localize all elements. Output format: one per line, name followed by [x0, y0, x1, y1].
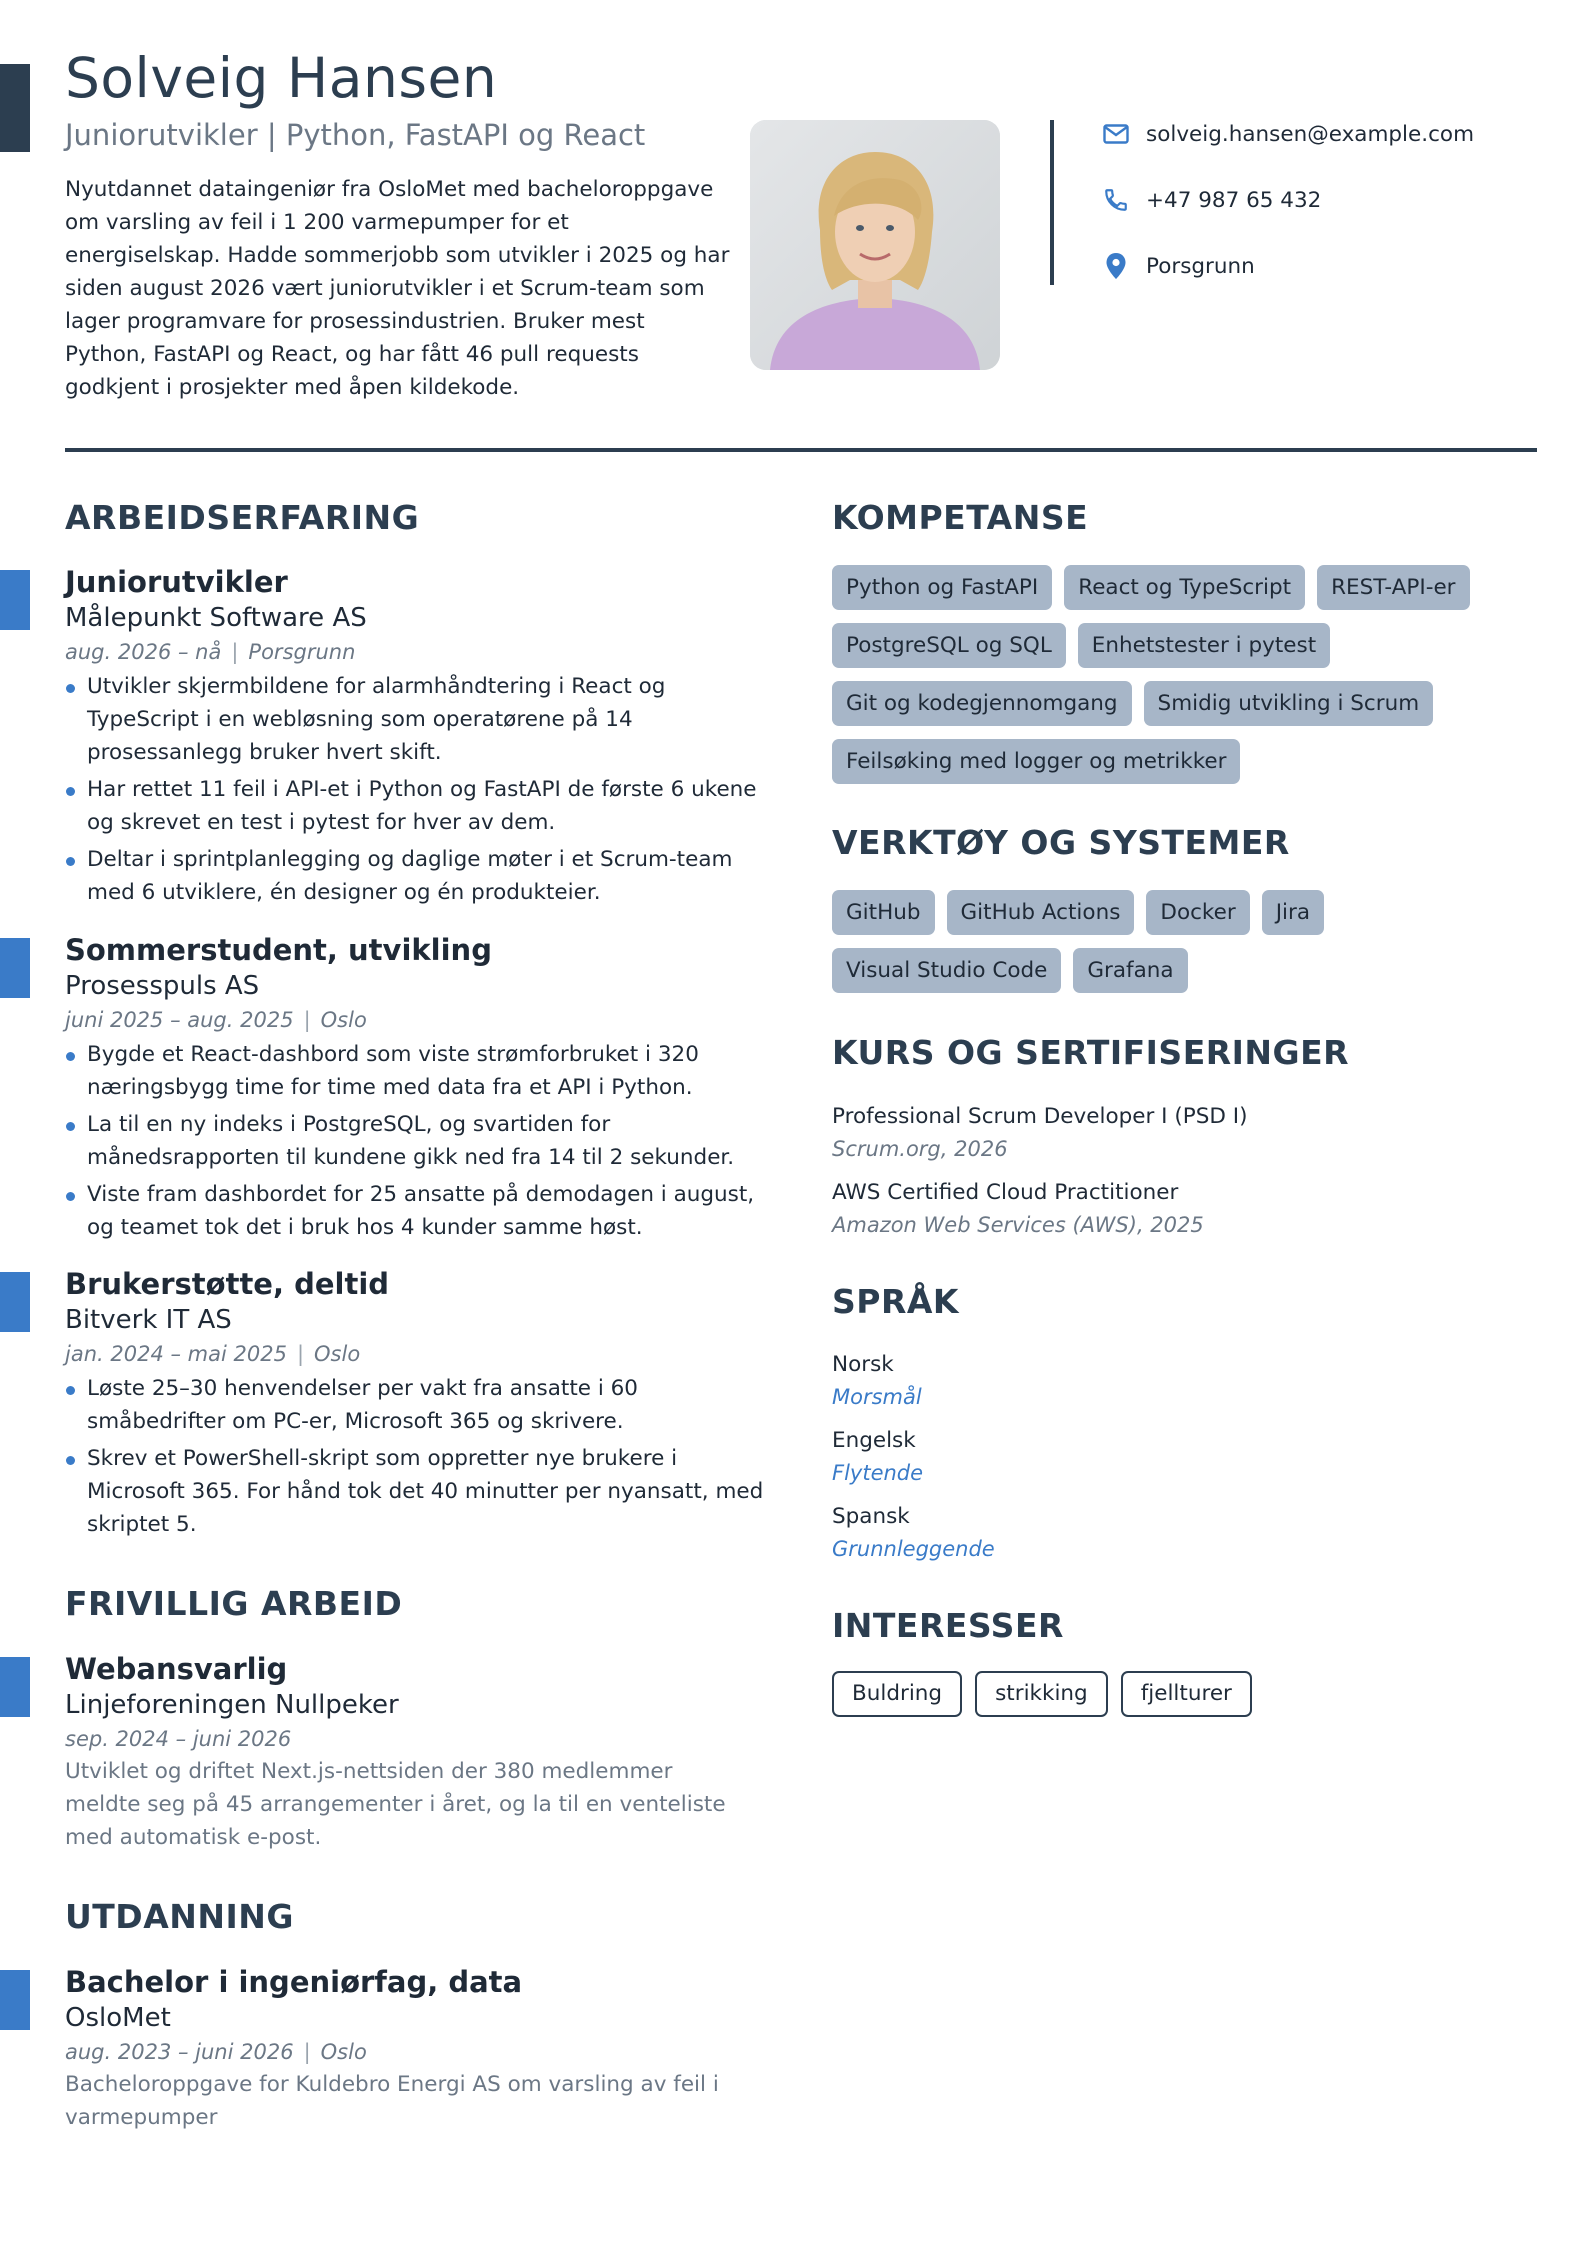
education-school: OsloMet [65, 2003, 171, 2033]
job-accent-bar [0, 570, 30, 630]
meta-separator: | [303, 2040, 311, 2064]
job-bullets [65, 1038, 765, 1244]
contact-email[interactable] [1100, 114, 1540, 154]
job-bullets [65, 670, 765, 909]
list-item: Viste fram dashbordet for 25 ansatte på demodagen i august, og teamet tok det i bruk hos 4 kunder samme høst. [65, 1178, 765, 1244]
job-meta [65, 1004, 765, 1036]
tool-chip: Jira [1262, 890, 1324, 935]
education-degree: Bachelor i ingeniørfag, data [65, 1965, 523, 1999]
tools-list [832, 890, 1552, 993]
contact-phone[interactable] [1100, 180, 1540, 220]
job-entry [65, 932, 765, 1248]
skills-list [832, 565, 1552, 784]
header-divider [65, 448, 1537, 452]
interest-chip: Buldring [832, 1671, 962, 1717]
job-bullets [65, 1372, 765, 1541]
list-item: Bygde et React-dashbord som viste strømforbruket i 320 næringsbygg time for time med data fra et API i Python. [65, 1038, 765, 1104]
interest-chip: fjellturer [1121, 1671, 1252, 1717]
education-entry [65, 1964, 765, 2134]
candidate-headline: Juniorutvikler | Python, FastAPI og React [65, 118, 646, 152]
education-meta [65, 2036, 765, 2068]
contact-divider [1050, 120, 1054, 285]
list-item: Deltar i sprintplanlegging og daglige møter i et Scrum-team med 6 utviklere, én designer og én produkteier. [65, 843, 765, 909]
skill-chip: Git og kodegjennomgang [832, 681, 1132, 726]
section-title-experience: ARBEIDSERFARING [65, 498, 420, 537]
skill-chip: Feilsøking med logger og metrikker [832, 739, 1240, 784]
certification-item [832, 1100, 1532, 1164]
job-title: Brukerstøtte, deltid [65, 1267, 390, 1301]
job-meta [65, 1338, 765, 1370]
meta-separator: | [296, 1342, 305, 1366]
certification-item [832, 1176, 1532, 1240]
language-name: Spansk [832, 1504, 910, 1529]
volunteer-role: Webansvarlig [65, 1652, 288, 1686]
language-level: Flytende [832, 1461, 924, 1485]
phone-text: +47 987 65 432 [1146, 187, 1322, 213]
language-item [832, 1348, 1332, 1412]
education-period: aug. 2023 – juni 2026 [65, 2040, 294, 2064]
certification-issuer: Amazon Web Services (AWS), 2025 [832, 1213, 1204, 1237]
job-accent-bar [0, 1657, 30, 1717]
portrait-illustration [750, 120, 1000, 370]
job-entry [65, 1266, 765, 1545]
phone-icon [1100, 184, 1132, 216]
education-location: Oslo [320, 2040, 367, 2064]
profile-photo [750, 120, 1000, 370]
job-location: Oslo [320, 1008, 367, 1032]
contact-location [1100, 246, 1540, 286]
tool-chip: GitHub Actions [947, 890, 1135, 935]
job-location: Porsgrunn [248, 640, 356, 664]
section-title-interests: INTERESSER [832, 1606, 1064, 1645]
section-title-tools: VERKTØY OG SYSTEMER [832, 823, 1290, 862]
job-company: Målepunkt Software AS [65, 603, 367, 633]
section-title-languages: SPRÅK [832, 1282, 959, 1321]
language-item [832, 1500, 1332, 1564]
section-title-volunteer: FRIVILLIG ARBEID [65, 1584, 403, 1623]
language-name: Norsk [832, 1352, 894, 1377]
volunteer-org: Linjeforeningen Nullpeker [65, 1690, 399, 1720]
location-pin-icon [1100, 250, 1132, 282]
skill-chip: Enhetstester i pytest [1078, 623, 1330, 668]
meta-separator: | [231, 640, 239, 664]
header-accent-bar [0, 64, 30, 152]
job-accent-bar [0, 1970, 30, 2030]
tool-chip: GitHub [832, 890, 935, 935]
profile-summary: Nyutdannet dataingeniør fra OsloMet med bacheloroppgave om varsling av feil i 1 200 varmepumper for et energiselskap. Hadde sommerjobb som utvikler i 2025 og har siden august 2026 vært juniorutvikler i et Scrum-team som lager programvare for prosessindustrien. Bruker mest Python, FastAPI og React, og har fått 46 pull requests godkjent i prosjekter med åpen kildekode. [65, 177, 730, 400]
section-title-certifications: KURS OG SERTIFISERINGER [832, 1033, 1350, 1072]
list-item: Løste 25–30 henvendelser per vakt fra ansatte i 60 småbedrifter om PC-er, Microsoft 365 og skrivere. [65, 1372, 765, 1438]
job-period: aug. 2026 – nå [65, 640, 222, 664]
list-item: Har rettet 11 feil i API-et i Python og FastAPI de første 6 ukene og skrevet en test i pytest for hver av dem. [65, 773, 765, 839]
meta-separator: | [303, 1008, 311, 1032]
candidate-name: Solveig Hansen [65, 46, 498, 110]
list-item: Utvikler skjermbildene for alarmhåndtering i React og TypeScript i en webløsning som operatørene på 14 prosessanlegg bruker hvert skift. [65, 670, 765, 769]
certification-name: Professional Scrum Developer I (PSD I) [832, 1104, 1248, 1129]
language-level: Morsmål [832, 1385, 922, 1409]
language-item [832, 1424, 1332, 1488]
skill-chip: PostgreSQL og SQL [832, 623, 1066, 668]
tool-chip: Docker [1146, 890, 1249, 935]
job-title: Juniorutvikler [65, 565, 288, 599]
certification-name: AWS Certified Cloud Practitioner [832, 1180, 1179, 1205]
certification-issuer: Scrum.org, 2026 [832, 1137, 1008, 1161]
interests-list [832, 1671, 1252, 1717]
list-item: La til en ny indeks i PostgreSQL, og svartiden for månedsrapporten til kundene gikk ned fra 14 til 2 sekunder. [65, 1108, 765, 1174]
skill-chip: Python og FastAPI [832, 565, 1052, 610]
job-company: Prosesspuls AS [65, 971, 260, 1001]
skill-chip: REST-API-er [1317, 565, 1469, 610]
language-level: Grunnleggende [832, 1537, 995, 1561]
language-name: Engelsk [832, 1428, 916, 1453]
job-period: jan. 2024 – mai 2025 [65, 1342, 287, 1366]
job-title: Sommerstudent, utvikling [65, 933, 492, 967]
job-meta [65, 636, 765, 668]
skill-chip: React og TypeScript [1064, 565, 1305, 610]
volunteer-period: sep. 2024 – juni 2026 [65, 1727, 292, 1751]
skill-chip: Smidig utvikling i Scrum [1144, 681, 1434, 726]
job-company: Bitverk IT AS [65, 1305, 232, 1335]
section-title-skills: KOMPETANSE [832, 498, 1089, 537]
email-text: solveig.hansen@example.com [1146, 121, 1475, 147]
list-item: Skrev et PowerShell-skript som oppretter nye brukere i Microsoft 365. For hånd tok det 40 minutter per nyansatt, med skriptet 5. [65, 1442, 765, 1541]
tool-chip: Visual Studio Code [832, 948, 1061, 993]
education-description: Bacheloroppgave for Kuldebro Energi AS om varsling av feil i varmepumper [65, 2072, 719, 2130]
tool-chip: Grafana [1073, 948, 1187, 993]
job-accent-bar [0, 1272, 30, 1332]
volunteer-description: Utviklet og driftet Next.js-nettsiden der 380 medlemmer meldte seg på 45 arrangementer i året, og la til en venteliste med automatisk e-post. [65, 1759, 726, 1850]
job-period: juni 2025 – aug. 2025 [65, 1008, 294, 1032]
job-accent-bar [0, 938, 30, 998]
volunteer-entry [65, 1651, 765, 1854]
interest-chip: strikking [975, 1671, 1108, 1717]
location-text: Porsgrunn [1146, 253, 1255, 279]
job-location: Oslo [314, 1342, 361, 1366]
job-entry [65, 564, 765, 913]
mail-icon [1100, 118, 1132, 150]
section-title-education: UTDANNING [65, 1897, 294, 1936]
